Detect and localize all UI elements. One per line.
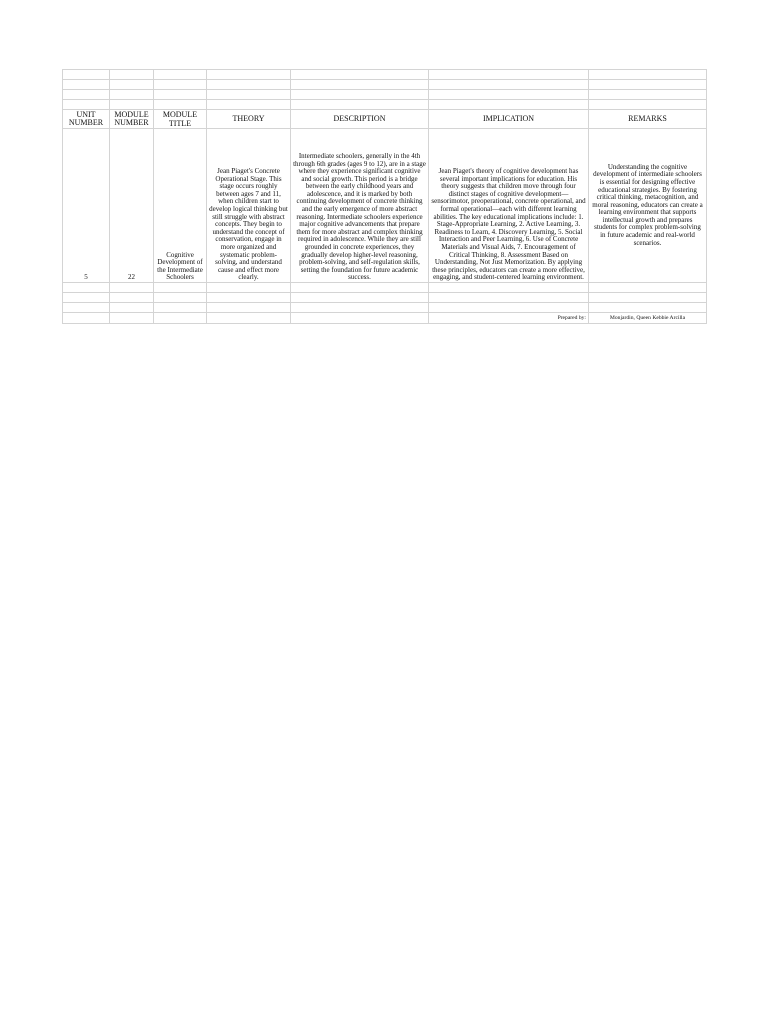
empty-cell[interactable] [63,303,110,313]
cell-module-title[interactable]: Cognitive Development of the Intermediate Schoolers [154,129,207,283]
empty-cell[interactable] [154,293,207,303]
empty-cell[interactable] [207,100,291,110]
header-module-number[interactable]: MODULE NUMBER [110,110,154,129]
empty-cell[interactable] [207,313,291,324]
empty-cell[interactable] [429,100,589,110]
empty-cell[interactable] [207,293,291,303]
empty-cell[interactable] [110,70,154,80]
module-table [62,69,707,324]
empty-cell[interactable] [154,70,207,80]
empty-cell[interactable] [589,90,707,100]
empty-cell[interactable] [63,90,110,100]
empty-cell[interactable] [429,293,589,303]
empty-cell[interactable] [291,293,429,303]
empty-cell[interactable] [154,100,207,110]
blank-row [63,100,707,110]
blank-row [63,70,707,80]
empty-cell[interactable] [110,100,154,110]
empty-cell[interactable] [429,70,589,80]
table-row [63,129,707,283]
cell-theory[interactable]: Jean Piaget's Concrete Operational Stage. This stage occurs roughly between ages 7 and 11, when children start to develop logical thinking but still struggle with abstract concepts. They begin to understand the concept of conservation, engage in more organized and systematic problem-solving, and understand cause and effect more clearly. [207,129,291,283]
empty-cell[interactable] [589,283,707,293]
empty-cell[interactable] [110,80,154,90]
empty-cell[interactable] [291,90,429,100]
empty-cell[interactable] [63,313,110,324]
header-implication[interactable]: IMPLICATION [429,110,589,129]
empty-cell[interactable] [291,80,429,90]
prepared-by-name[interactable]: Monjardin, Queen Kebbie Arcilla [589,313,707,324]
empty-cell[interactable] [110,313,154,324]
empty-cell[interactable] [63,70,110,80]
empty-cell[interactable] [429,303,589,313]
empty-cell[interactable] [207,283,291,293]
empty-cell[interactable] [589,100,707,110]
empty-cell[interactable] [429,90,589,100]
cell-module-number[interactable]: 22 [110,129,154,283]
empty-cell[interactable] [154,80,207,90]
blank-row [63,293,707,303]
empty-cell[interactable] [291,313,429,324]
cell-remarks[interactable]: Understanding the cognitive development of intermediate schoolers is essential for designing effective educational strategies. By fostering critical thinking, metacognition, and moral reasoning, educators can create a learning environment that supports intellectual growth and prepares students for complex problem-solving in future academic and real-world scenarios. [589,129,707,283]
header-module-title[interactable]: MODULE TITLE [154,110,207,129]
prepared-by-label[interactable]: Prepared by: [429,313,589,324]
cell-implication[interactable]: Jean Piaget's theory of cognitive development has several important implications for education. His theory suggests that children move through four distinct stages of cognitive development—sensorimotor, preoperational, concrete operational, and formal operational—each with different learning abilities. The key educational implications include: 1. Stage-Appropriate Learning, 2. Active Learning, 3. Readiness to Learn, 4. Discovery Learning, 5. Social Interaction and Peer Learning, 6. Use of Concrete Materials and Visual Aids, 7. Encouragement of Critical Thinking, 8. Assessment Based on Understanding, Not Just Memorization. By applying these principles, educators can create a more effective, engaging, and student-centered learning environment. [429,129,589,283]
empty-cell[interactable] [110,90,154,100]
empty-cell[interactable] [589,293,707,303]
header-row [63,110,707,129]
empty-cell[interactable] [154,303,207,313]
empty-cell[interactable] [154,313,207,324]
blank-row [63,90,707,100]
empty-cell[interactable] [291,303,429,313]
empty-cell[interactable] [110,293,154,303]
empty-cell[interactable] [291,100,429,110]
header-theory[interactable]: THEORY [207,110,291,129]
empty-cell[interactable] [63,283,110,293]
cell-description[interactable]: Intermediate schoolers, generally in the 4th through 6th grades (ages 9 to 12), are in a stage where they experience significant cognitive and social growth. This period is a bridge between the early childhood years and adolescence, and it is marked by both continuing development of concrete thinking and the early emergence of more abstract reasoning. Intermediate schoolers experience major cognitive advancements that prepare them for more abstract and complex thinking required in adolescence. While they are still grounded in concrete experiences, they gradually develop higher-level reasoning, problem-solving, and self-regulation skills, setting the foundation for future academic success. [291,129,429,283]
empty-cell[interactable] [429,80,589,90]
blank-row [63,80,707,90]
empty-cell[interactable] [63,80,110,90]
blank-row [63,303,707,313]
empty-cell[interactable] [429,283,589,293]
empty-cell[interactable] [63,293,110,303]
empty-cell[interactable] [63,100,110,110]
empty-cell[interactable] [291,70,429,80]
empty-cell[interactable] [207,80,291,90]
header-remarks[interactable]: REMARKS [589,110,707,129]
empty-cell[interactable] [589,70,707,80]
header-unit-number[interactable]: UNIT NUMBER [63,110,110,129]
empty-cell[interactable] [110,283,154,293]
empty-cell[interactable] [110,303,154,313]
empty-cell[interactable] [589,80,707,90]
empty-cell[interactable] [207,70,291,80]
empty-cell[interactable] [291,283,429,293]
footer-row [63,313,707,324]
empty-cell[interactable] [207,303,291,313]
header-description[interactable]: DESCRIPTION [291,110,429,129]
empty-cell[interactable] [154,90,207,100]
empty-cell[interactable] [154,283,207,293]
empty-cell[interactable] [589,303,707,313]
empty-cell[interactable] [207,90,291,100]
cell-unit-number[interactable]: 5 [63,129,110,283]
blank-row [63,283,707,293]
